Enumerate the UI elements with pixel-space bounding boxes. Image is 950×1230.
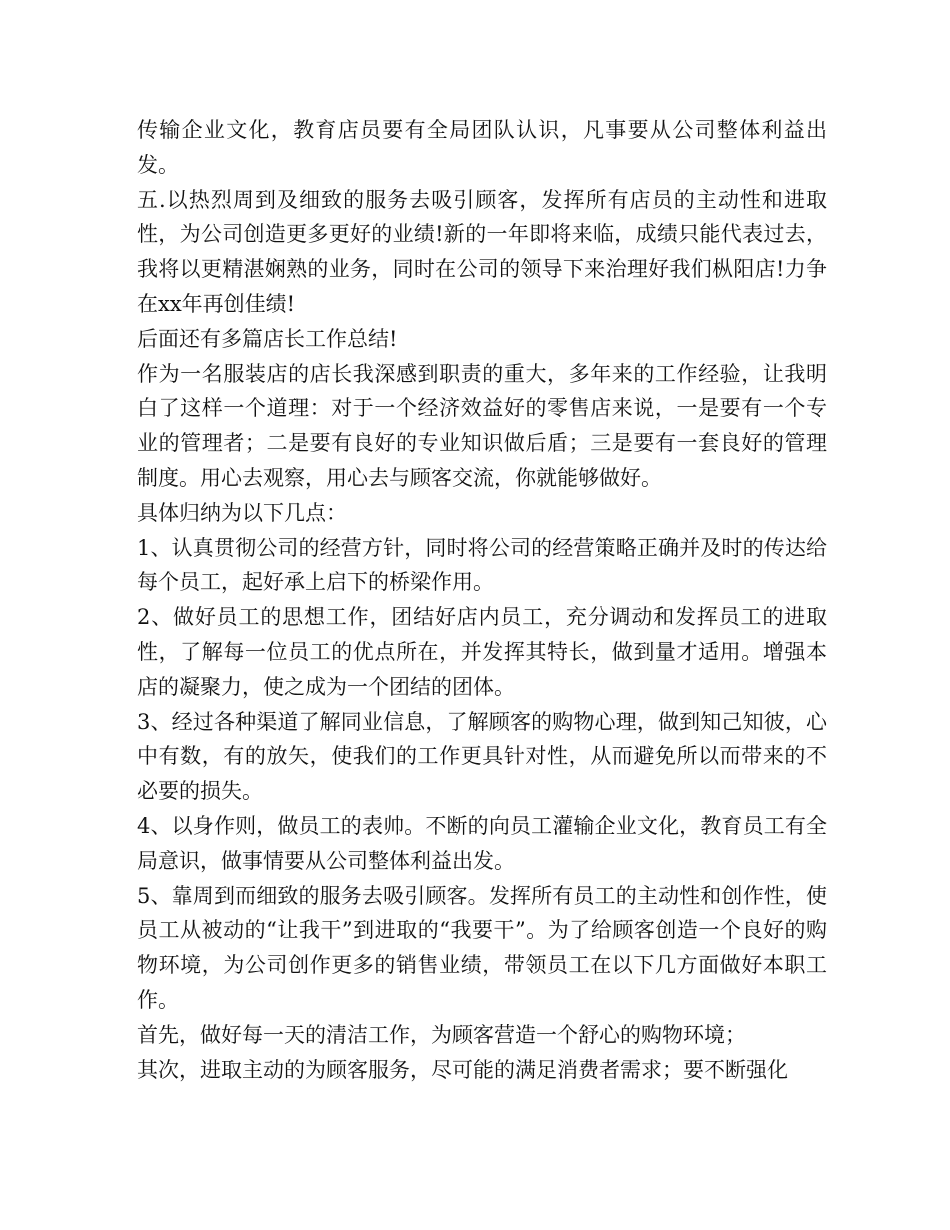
paragraph-summary-heading: 具体归纳为以下几点：	[137, 500, 347, 525]
list-item-3: 3、经过各种渠道了解同业信息，了解顾客的购物心理，做到知己知彼，心中有数，有的放矢，使我们的工作更具针对性，从而避免所以而带来的不必要的损失。	[137, 709, 827, 804]
list-item-4: 4、以身作则，做员工的表帅。不断的向员工灌输企业文化，教育员工有全局意识，做事情要从公司整体利益出发。	[137, 813, 827, 873]
paragraph-culture-continued: 传输企业文化，教育店员要有全局团队认识，凡事要从公司整体利益出发。	[137, 118, 827, 177]
list-item-5: 5、靠周到而细致的服务去吸引顾客。发挥所有员工的主动性和创作性，使员工从被动的“让我干”到进取的“我要干”。为了给顾客创造一个良好的购物环境，为公司创作更多的销售业绩，带领员工在以下几方面做好本职工作。	[137, 883, 827, 1012]
list-item-2: 2、做好员工的思想工作，团结好店内员工，充分调动和发挥员工的进取性，了解每一位员工的优点所在，并发挥其特长，做到量才适用。增强本店的凝聚力，使之成为一个团结的团体。	[137, 605, 827, 699]
paragraph-point-five: 五.以热烈周到及细致的服务去吸引顾客，发挥所有店员的主动性和进取性，为公司创造更多更好的业绩!新的一年即将来临，成绩只能代表过去，我将以更精湛娴熟的业务，同时在公司的领导下来治理好我们枞阳店!力争在xx年再创佳绩!	[137, 187, 827, 316]
document-body	[137, 113, 827, 1087]
list-item-1: 1、认真贯彻公司的经营方针，同时将公司的经营策略正确并及时的传达给每个员工，起好承上启下的桥梁作用。	[137, 535, 827, 595]
paragraph-more-summaries: 后面还有多篇店长工作总结!	[137, 326, 398, 351]
paragraph-manager-intro: 作为一名服装店的店长我深感到职责的重大，多年来的工作经验，让我明白了这样一个道理：对于一个经济效益好的零售店来说，一是要有一个专业的管理者；二是要有良好的专业知识做后盾；三是要有一套良好的管理制度。用心去观察，用心去与顾客交流，你就能够做好。	[137, 361, 827, 490]
paragraph-second: 其次，进取主动的为顾客服务，尽可能的满足消费者需求；要不断强化	[137, 1057, 788, 1082]
paragraph-first: 首先，做好每一天的清洁工作，为顾客营造一个舒心的购物环境；	[137, 1022, 746, 1047]
